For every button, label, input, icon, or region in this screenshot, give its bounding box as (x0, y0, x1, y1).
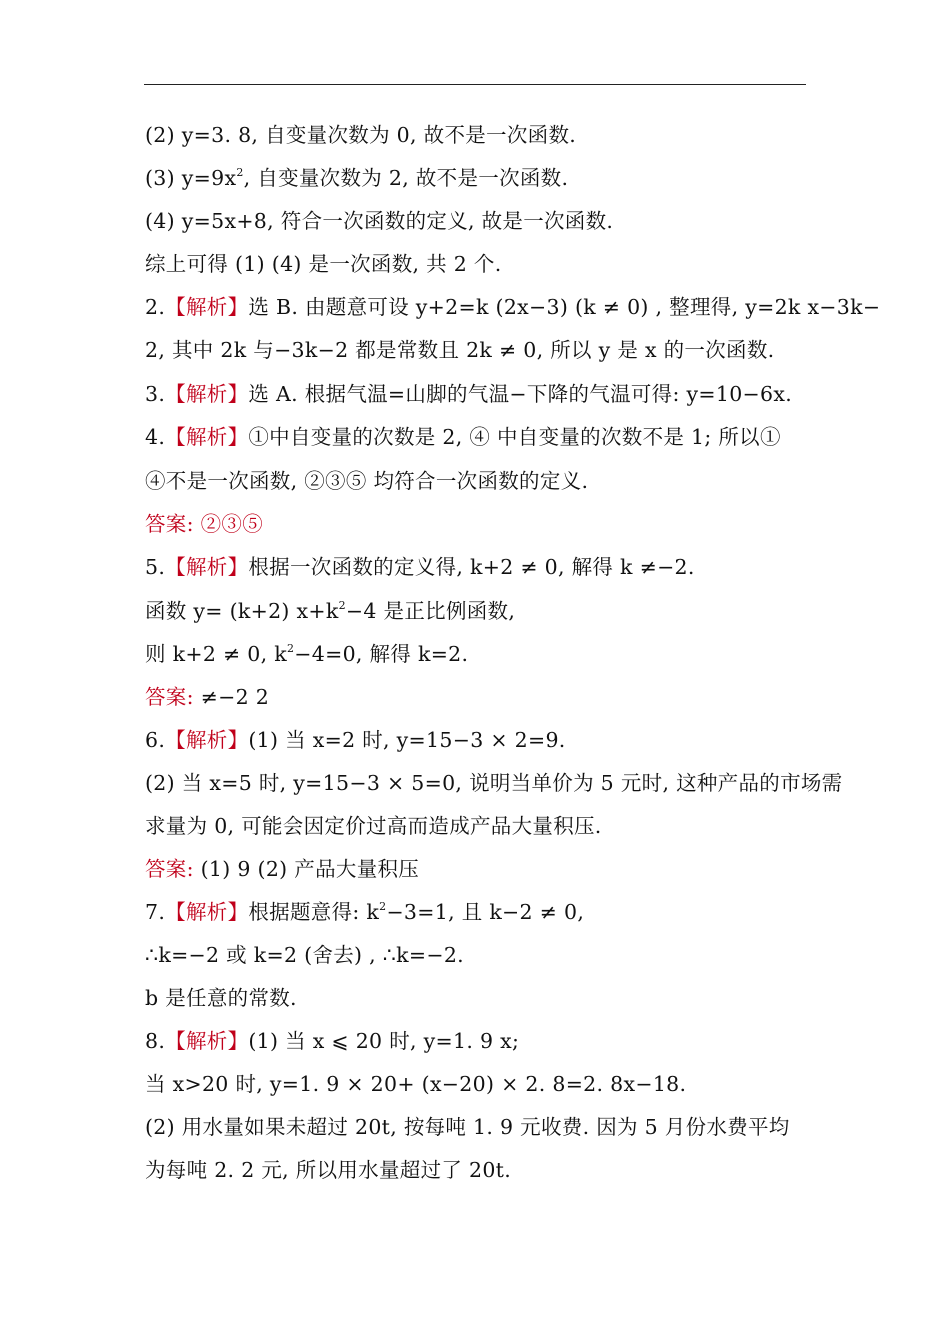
line-text: (4) y=5x+8, 符合一次函数的定义, 故是一次函数. (145, 209, 614, 233)
text-line (145, 1112, 810, 1142)
line-text: −4 是正比例函数, (345, 599, 516, 623)
text-line (145, 897, 810, 927)
line-text: ≠−2 2 (200, 685, 270, 709)
line-text: 函数 y= (k+2) x+k (145, 599, 339, 623)
line-text: 求量为 0, 可能会因定价过高而造成产品大量积压. (145, 814, 602, 838)
line-text: 4. (145, 425, 166, 449)
text-line (145, 940, 810, 970)
line-text: 2. (145, 295, 166, 319)
highlight-text: 答案: ②③⑤ (145, 512, 264, 536)
highlight-text: 【解析】 (165, 900, 249, 924)
text-line (145, 1069, 810, 1099)
line-text: 选 A. 根据气温=山脚的气温−下降的气温可得: y=10−6x. (248, 382, 793, 406)
line-text: (3) y=9x (145, 166, 237, 190)
line-text: 根据题意得: k (248, 900, 380, 924)
text-line (145, 249, 810, 279)
superscript: 2 (286, 642, 295, 655)
highlight-text: 答案: (145, 685, 201, 709)
text-line (145, 163, 810, 193)
line-text: b 是任意的常数. (145, 986, 297, 1010)
text-line (145, 768, 843, 798)
line-text: (1) 当 x ⩽ 20 时, y=1. 9 x; (248, 1029, 520, 1053)
text-line (145, 639, 810, 669)
line-text: 为每吨 2. 2 元, 所以用水量超过了 20t. (145, 1158, 512, 1182)
line-text: 综上可得 (1) (4) 是一次函数, 共 2 个. (145, 252, 502, 276)
highlight-text: 【解析】 (165, 728, 249, 752)
line-text: 6. (145, 728, 166, 752)
text-line (145, 811, 810, 841)
highlight-text: 【解析】 (165, 425, 249, 449)
line-text: (2) y=3. 8, 自变量次数为 0, 故不是一次函数. (145, 123, 577, 147)
line-text: 2, 其中 2k 与−3k−2 都是常数且 2k ≠ 0, 所以 y 是 x 的一次函数. (145, 338, 775, 362)
line-text: 根据一次函数的定义得, k+2 ≠ 0, 解得 k ≠−2. (248, 555, 695, 579)
header-rule (144, 84, 806, 85)
line-text: 5. (145, 555, 166, 579)
highlight-text: 【解析】 (165, 555, 249, 579)
line-text: 当 x>20 时, y=1. 9 × 20+ (x−20) × 2. 8=2. 8x−18. (145, 1072, 687, 1096)
line-text: (2) 用水量如果未超过 20t, 按每吨 1. 9 元收费. 因为 5 月份水费平均 (145, 1115, 790, 1139)
line-text: −4=0, 解得 k=2. (294, 642, 469, 666)
line-text: 3. (145, 382, 166, 406)
line-text: (1) 当 x=2 时, y=15−3 × 2=9. (248, 728, 566, 752)
line-text: 选 B. 由题意可设 y+2=k (2x−3) (k ≠ 0) , 整理得, y=2k x−3k− (248, 295, 881, 319)
line-text: ∴k=−2 或 k=2 (舍去) , ∴k=−2. (145, 943, 464, 967)
line-text: −3=1, 且 k−2 ≠ 0, (386, 900, 585, 924)
text-line (145, 682, 810, 712)
text-line (145, 983, 810, 1013)
highlight-text: 答案: (145, 857, 201, 881)
line-text: 则 k+2 ≠ 0, k (145, 642, 287, 666)
line-text: ①中自变量的次数是 2, ④ 中自变量的次数不是 1; 所以① (248, 425, 781, 449)
superscript: 2 (236, 166, 244, 179)
text-line (145, 335, 810, 365)
text-line (145, 292, 881, 322)
text-line (145, 509, 810, 539)
line-text: (2) 当 x=5 时, y=15−3 × 5=0, 说明当单价为 5 元时, 这种产品的市场需 (145, 771, 843, 795)
text-line (145, 422, 810, 452)
text-line (145, 552, 810, 582)
text-line (145, 379, 810, 409)
line-text: ④不是一次函数, ②③⑤ 均符合一次函数的定义. (145, 469, 589, 493)
line-text: 7. (145, 900, 166, 924)
superscript: 2 (379, 900, 387, 913)
highlight-text: 【解析】 (165, 295, 249, 319)
highlight-text: 【解析】 (165, 1029, 249, 1053)
text-line (145, 725, 810, 755)
line-text: (1) 9 (2) 产品大量积压 (200, 857, 420, 881)
text-line (145, 596, 810, 626)
text-line (145, 466, 810, 496)
text-line (145, 1155, 810, 1185)
text-line (145, 854, 810, 884)
superscript: 2 (338, 599, 346, 612)
text-line (145, 120, 810, 150)
line-text: 8. (145, 1029, 166, 1053)
text-line (145, 206, 810, 236)
text-line (145, 1026, 810, 1056)
line-text: , 自变量次数为 2, 故不是一次函数. (243, 166, 569, 190)
highlight-text: 【解析】 (165, 382, 249, 406)
